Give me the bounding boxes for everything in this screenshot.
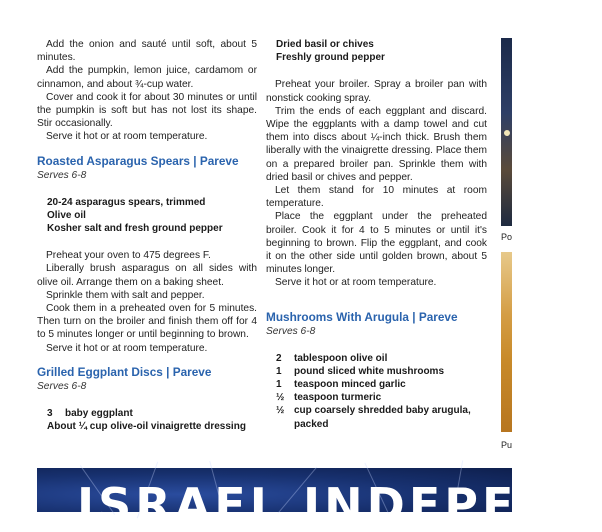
ingredient-item — [266, 391, 487, 404]
ingredient-qty: 1 — [276, 379, 282, 391]
dish-photo-top — [501, 38, 512, 226]
instruction-paragraph: Serve it hot or at room temperature. — [275, 277, 437, 289]
ingredient-text: tablespoon olive oil — [294, 352, 388, 364]
instruction-paragraph: Liberally brush asparagus on all sides with olive oil. Arrange them on a baking sheet. — [37, 263, 257, 288]
instruction-paragraph: Preheat your oven to 475 degrees F. — [46, 250, 211, 262]
ingredient-item: 20-24 asparagus spears, trimmed — [47, 196, 206, 208]
ingredient-qty: 3 — [47, 407, 53, 419]
left-column — [37, 38, 257, 433]
ingredient-item: About ¼ cup olive-oil vinaigrette dressing — [47, 421, 246, 433]
recipe-title-mushrooms: Mushrooms With Arugula | Pareve — [266, 309, 458, 324]
ingredient-item: Kosher salt and fresh ground pepper — [47, 223, 223, 235]
ingredient-qty: 2 — [276, 352, 282, 364]
ingredient-qty: ½ — [276, 392, 285, 404]
instruction-paragraph: Add the pumpkin, lemon juice, cardamom or cinnamon, and about ¾-cup water. — [37, 65, 257, 90]
serves-label: Serves 6-8 — [37, 169, 87, 181]
instruction-paragraph: Cook them in a preheated oven for 5 minutes. Then turn on the broiler and finish them off for 4 to 5 minutes longer or until beginning to brown. — [37, 303, 257, 341]
ingredient-item: Dried basil or chives — [276, 39, 374, 50]
photo-caption-bottom: Pu — [501, 440, 513, 450]
ingredient-item — [266, 378, 487, 391]
middle-column — [266, 38, 487, 431]
ingredient-qty: 1 — [276, 365, 282, 377]
ingredient-text: baby eggplant — [65, 407, 133, 419]
serves-label: Serves 6-8 — [266, 325, 316, 337]
instruction-paragraph: Place the eggplant under the preheated broiler. Cook it for 4 to 5 minutes or until it's beginning to brown. Flip the eggplant, and cook it on the other side until golden brown, about 5 minutes longer. — [266, 211, 487, 276]
ingredient-text: teaspoon minced garlic — [294, 379, 406, 391]
ingredient-item — [37, 407, 257, 420]
ingredient-item: Freshly ground pepper — [276, 52, 385, 64]
ingredient-item: Olive oil — [47, 209, 86, 221]
dish-photo-bottom — [501, 252, 512, 432]
instruction-paragraph: Cover and cook it for about 30 minutes or until the pumpkin is soft but has not lost its shape. Stir occasionally. — [37, 91, 257, 130]
ingredient-text: teaspoon turmeric — [294, 392, 382, 404]
ingredient-text: pound sliced white mushrooms — [294, 365, 445, 377]
ingredient-item — [266, 365, 487, 378]
instruction-paragraph: Serve it hot or at room temperature. — [46, 342, 208, 354]
instruction-paragraph: Add the onion and sauté until soft, about 5 minutes. — [37, 39, 257, 64]
highlight-shape — [504, 130, 510, 136]
banner-headline: ISRAEL INDEPEND — [77, 478, 602, 532]
serves-label: Serves 6-8 — [37, 380, 87, 392]
ingredient-qty: ½ — [276, 405, 285, 417]
ingredient-text: cup coarsely shredded baby arugula, packed — [294, 405, 471, 430]
instruction-paragraph: Trim the ends of each eggplant and discard. Wipe the eggplants with a damp towel and cut them into discs about ¼-inch thick. Brush them liberally with the vinaigrette dressing. Place them on a prepared broiler pan. Sprinkle them with dried basil or chives and pepper. — [266, 105, 487, 183]
israel-independence-banner — [37, 468, 602, 532]
instruction-paragraph: Preheat your broiler. Spray a broiler pan with nonstick cooking spray. — [266, 79, 487, 104]
ingredient-item — [266, 352, 487, 365]
photo-caption-top: Po — [501, 232, 513, 242]
instruction-paragraph: Serve it hot or at room temperature. — [46, 131, 208, 143]
ingredient-item — [266, 404, 487, 430]
instruction-paragraph: Sprinkle them with salt and pepper. — [46, 289, 205, 301]
instruction-paragraph: Let them stand for 10 minutes at room temperature. — [266, 185, 487, 210]
recipe-title-asparagus: Roasted Asparagus Spears | Pareve — [37, 153, 239, 168]
recipe-title-eggplant: Grilled Eggplant Discs | Pareve — [37, 364, 212, 379]
